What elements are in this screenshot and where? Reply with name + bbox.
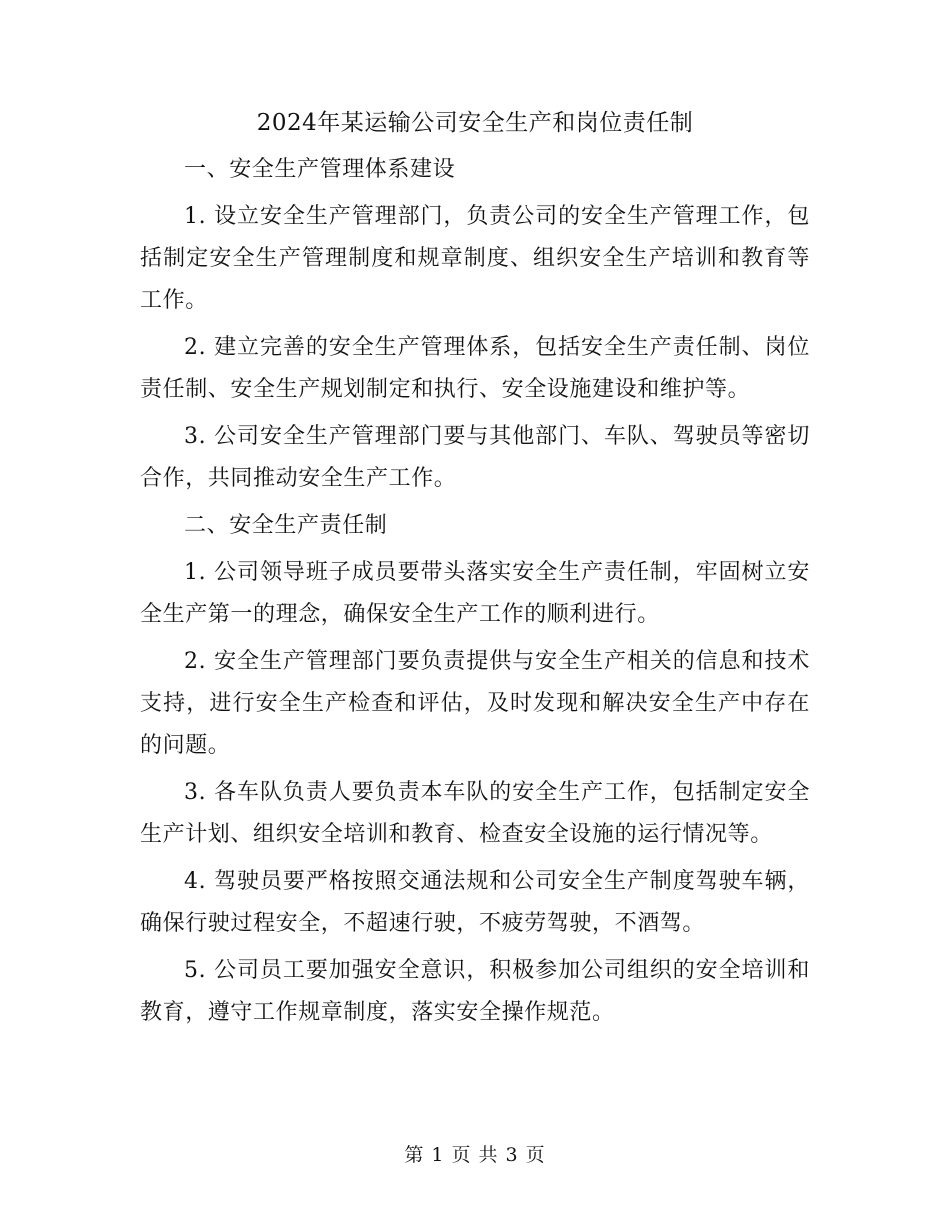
paragraph: 2. 建立完善的安全生产管理体系，包括安全生产责任制、岗位责任制、安全生产规划制定和执行、安全设施建设和维护等。 bbox=[140, 335, 810, 402]
paragraph: 1. 公司领导班子成员要带头落实安全生产责任制，牢固树立安全生产第一的理念，确保安全生产工作的顺利进行。 bbox=[140, 560, 810, 627]
section-heading: 二、安全生产责任制 bbox=[184, 513, 388, 538]
paragraph: 1. 设立安全生产管理部门，负责公司的安全生产管理工作，包括制定安全生产管理制度和规章制度、组织安全生产培训和教育等工作。 bbox=[140, 204, 810, 313]
paragraph: 3. 公司安全生产管理部门要与其他部门、车队、驾驶员等密切合作，共同推动安全生产工作。 bbox=[140, 424, 810, 491]
paragraph: 3. 各车队负责人要负责本车队的安全生产工作，包括制定安全生产计划、组织安全培训和教育、检查安全设施的运行情况等。 bbox=[140, 780, 810, 847]
document-body bbox=[140, 149, 810, 1039]
paragraph: 2. 安全生产管理部门要负责提供与安全生产相关的信息和技术支持，进行安全生产检查和评估，及时发现和解决安全生产中存在的问题。 bbox=[140, 649, 810, 758]
page-number-footer: 第 1 页 共 3 页 bbox=[404, 1144, 546, 1166]
section-heading: 一、安全生产管理体系建设 bbox=[184, 157, 456, 182]
document-title: 2024年某运输公司安全生产和岗位责任制 bbox=[256, 110, 694, 136]
paragraph: 5. 公司员工要加强安全意识，积极参加公司组织的安全培训和教育，遵守工作规章制度，落实安全操作规范。 bbox=[140, 958, 810, 1025]
paragraph: 4. 驾驶员要严格按照交通法规和公司安全生产制度驾驶车辆，确保行驶过程安全，不超速行驶，不疲劳驾驶，不酒驾。 bbox=[140, 869, 810, 936]
